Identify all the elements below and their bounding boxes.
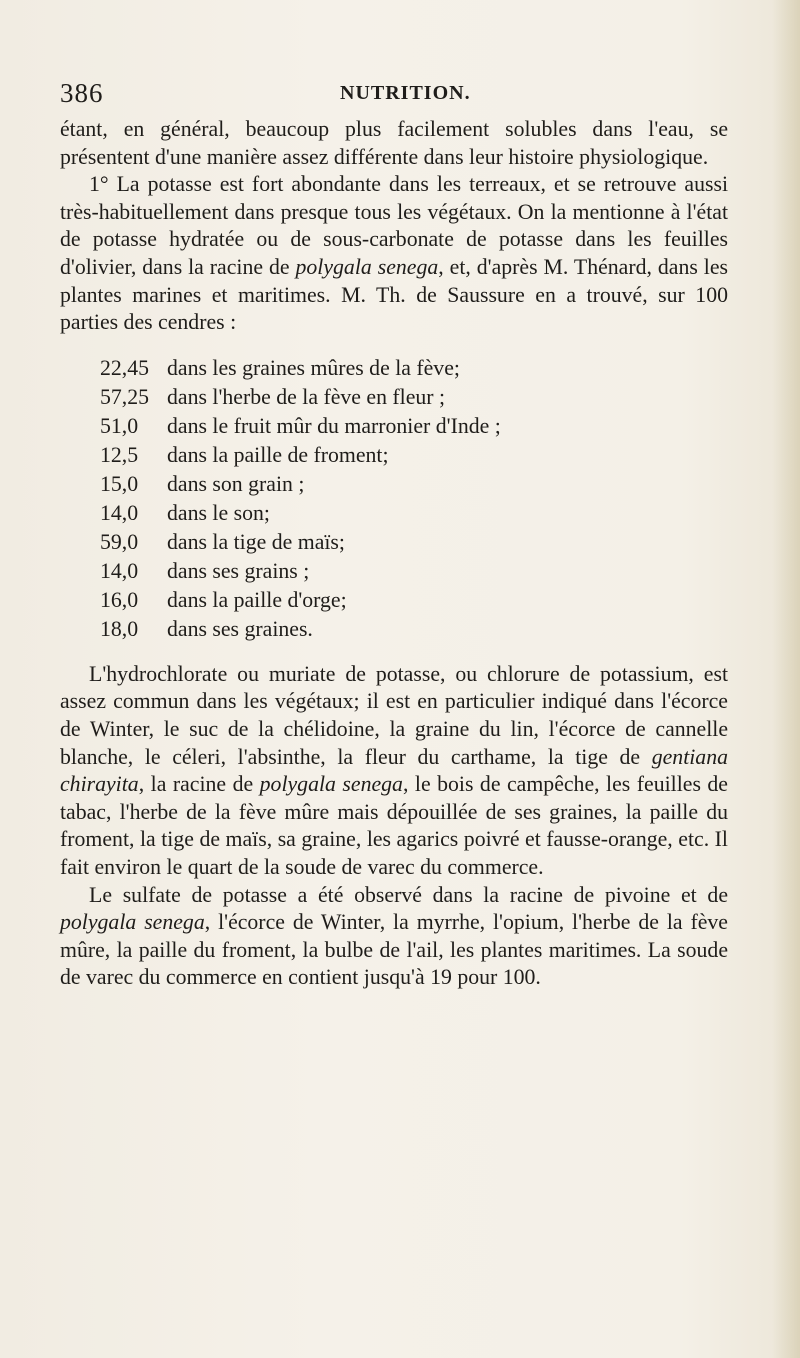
table-value: 14,0 bbox=[100, 500, 139, 525]
page-number: 386 bbox=[60, 78, 104, 108]
table-desc: dans le son; bbox=[167, 500, 270, 525]
table-value: 14,0 bbox=[100, 558, 139, 583]
table-value: 15,0 bbox=[100, 471, 139, 496]
page-header bbox=[60, 78, 720, 112]
table-desc: dans son grain ; bbox=[167, 471, 305, 496]
species-name: gentiana chirayita bbox=[60, 744, 728, 797]
table-desc: dans la tige de maïs; bbox=[167, 529, 345, 554]
table-value: 12,5 bbox=[100, 442, 139, 467]
table-desc: dans les graines mûres de la fève; bbox=[167, 355, 460, 380]
body-text bbox=[60, 116, 728, 992]
table-value: 22,45 bbox=[100, 355, 150, 380]
running-title: NUTRITION. bbox=[340, 82, 471, 104]
page-edge-shadow bbox=[772, 0, 800, 1358]
species-name: polygala senega bbox=[60, 910, 205, 935]
paragraph-potasse: 1° La potasse est fort abondante dans les terreaux, et se retrouve aussi très-habituellement dans presque tous les végétaux. On la mentionne à l'état de potasse hydratée ou de sous-carbonate de potasse dans les feuilles d'olivier, dans la racine de polygala senega, et, d'après M. Thénard, dans les plantes marines et maritimes. M. Th. de Saussure en a trouvé, sur 100 parties des cendres : bbox=[60, 172, 728, 335]
table-value: 18,0 bbox=[100, 616, 139, 641]
table-value: 59,0 bbox=[100, 529, 139, 554]
table-value: 51,0 bbox=[100, 413, 139, 438]
table-value: 16,0 bbox=[100, 587, 139, 612]
paragraph-sulfate: Le sulfate de potasse a été observé dans la racine de pivoine et de polygala senega, l'écorce de Winter, la myrrhe, l'opium, l'herbe de la fève mûre, la paille du froment, la bulbe de l'ail, les plantes maritimes. La soude de varec du commerce en contient jusqu'à 19 pour 100. bbox=[60, 882, 728, 990]
table-desc: dans l'herbe de la fève en fleur ; bbox=[167, 384, 446, 409]
table-desc: dans ses graines. bbox=[167, 616, 313, 641]
paragraph-chlorure: L'hydrochlorate ou muriate de potasse, ou chlorure de potassium, est assez commun dans les végétaux; il est en particulier indiqué dans l'écorce de Winter, le suc de la chélidoine, la graine du lin, l'écorce de cannelle blanche, le céleri, l'absinthe, la fleur du carthame, la tige de gentiana chirayita, la racine de polygala senega, le bois de campêche, les feuilles de tabac, l'herbe de la fève mûre mais dépouillée de ses graines, la paille du froment, la tige de maïs, sa graine, les agarics poivré et fausse-orange, etc. Il fait environ le quart de la soude de varec du commerce. bbox=[60, 661, 728, 879]
paragraph-intro: étant, en général, beaucoup plus facilement solubles dans l'eau, se présentent d'une manière assez différente dans leur histoire physiologique. bbox=[60, 117, 728, 169]
table-desc: dans la paille de froment; bbox=[167, 442, 389, 467]
table-desc: dans le fruit mûr du marronier d'Inde ; bbox=[167, 413, 501, 438]
table-value: 57,25 bbox=[100, 384, 150, 409]
species-name: polygala senega bbox=[259, 772, 403, 797]
table-desc: dans ses grains ; bbox=[167, 558, 310, 583]
table-desc: dans la paille d'orge; bbox=[167, 587, 347, 612]
ash-table bbox=[100, 354, 728, 644]
species-name: polygala senega bbox=[295, 254, 439, 279]
